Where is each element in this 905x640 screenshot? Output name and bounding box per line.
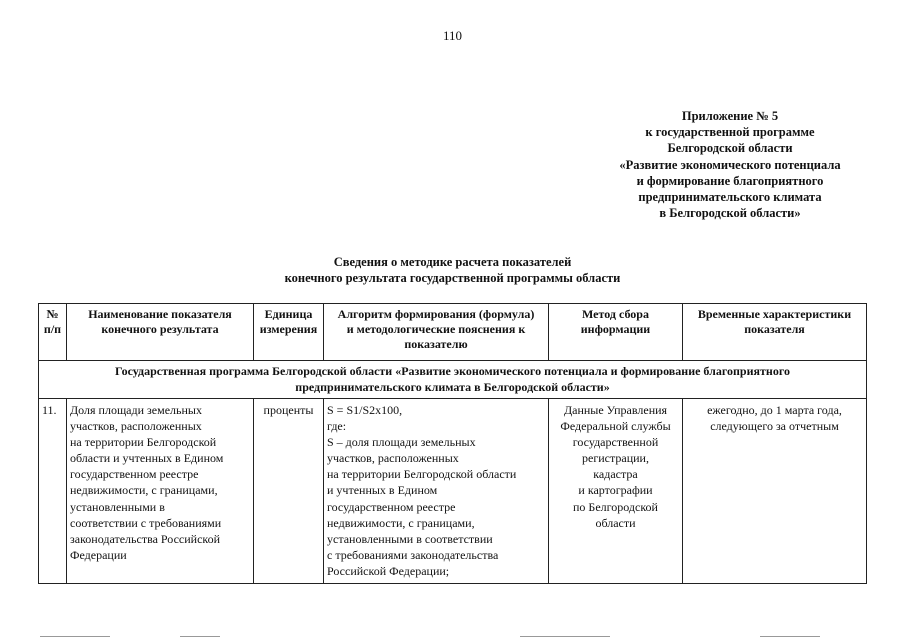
header-number: № п/п [39,304,67,361]
header-method: Метод сбора информации [549,304,683,361]
header-unit: Единица измерения [254,304,324,361]
appendix-line: предпринимательского климата [638,190,822,205]
program-title-cell: Государственная программа Белгородской области «Развитие экономического потенциала и формирование благоприятного предпринимательского климата в Белгородской области» [39,361,867,399]
appendix-line: Белгородской области [667,141,793,156]
document-title [0,254,905,286]
appendix-line: в Белгородской области» [659,206,801,221]
scan-artifact [760,636,820,637]
method-cell: Данные Управления Федеральной службы государственной регистрации, кадастра и картографии по Белгородской области [549,399,683,584]
indicators-table [38,303,867,584]
appendix-heading [560,108,900,221]
row-number: 11. [39,399,67,584]
time-cell: ежегодно, до 1 марта года, следующего за отчетным [683,399,867,584]
page-number: 110 [442,28,463,43]
header-indicator-name: Наименование показателя конечного результата [67,304,254,361]
title-line: Сведения о методике расчета показателей [333,255,572,269]
unit-cell: проценты [254,399,324,584]
scan-artifact [180,636,220,637]
scan-artifact [40,636,110,637]
header-algorithm: Алгоритм формирования (формула) и методологические пояснения к показателю [324,304,549,361]
table-row [39,399,867,584]
appendix-line: «Развитие экономического потенциала [619,157,841,172]
scan-artifact [520,636,610,637]
appendix-line: и формирование благоприятного [636,173,824,188]
table-header-row [39,304,867,361]
program-row [39,361,867,399]
appendix-line: к государственной программе [645,125,815,140]
algorithm-cell: S = S1/S2x100, где: S – доля площади земельных участков, расположенных на территории Белгородской области и учтенных в Едином государственном реестре недвижимости, с границами, установленными в соответствии с требованиями законодательства Российской Федерации; [324,399,549,584]
appendix-line: Приложение № 5 [681,109,779,123]
header-time: Временные характеристики показателя [683,304,867,361]
title-line: конечного результата государственной программы области [284,271,621,285]
indicator-name-cell: Доля площади земельных участков, расположенных на территории Белгородской области и учтенных в Едином государственном реестре недвижимости, с границами, установленными в соответствии с требованиями законодательства Российской Федерации [67,399,254,584]
